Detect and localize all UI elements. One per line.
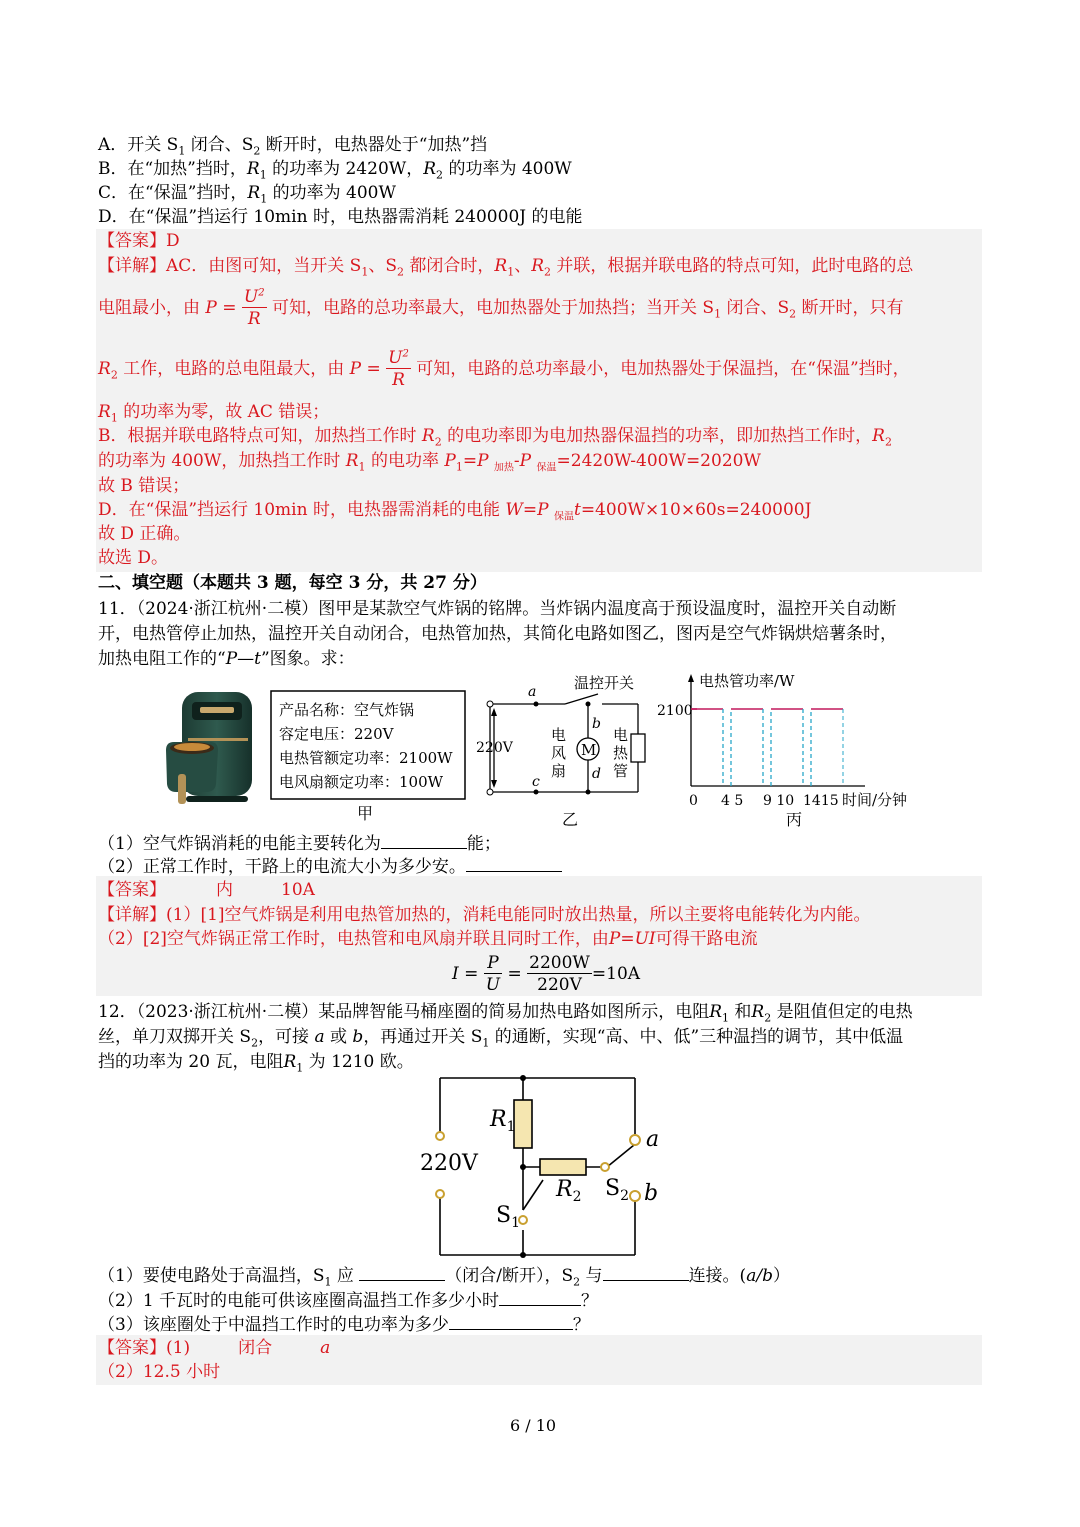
switch-label: 温控开关 [574,674,635,692]
caption-jia: 甲 [357,804,374,823]
label-r1: $R_1$ [490,1107,516,1135]
fan-label-2: 风 [551,744,567,762]
detail-11-line2: （2）[2]空气炸锅正常工作时，电热管和电风扇并联且同时工作，由P=UI可得干路电流 [98,929,758,949]
air-fryer-image [160,688,260,810]
q12-sub3: （3）该座圈处于中温挡工作时的电功率为多少 ？ [98,1311,590,1337]
fan-label-3: 扇 [551,762,567,780]
series-group [691,709,843,786]
section-title: 二、填空题（本题共 3 题，每空 3 分，共 27 分） [98,573,487,593]
resistor-r2 [540,1159,586,1175]
fan-label-1: 电 [551,726,567,744]
option-d: D．在“保温”挡运行 10min 时，电热器需消耗 240000J 的电能 [98,207,583,227]
y-axis-label: 电热管功率/W [699,672,795,690]
nameplate [270,690,466,800]
detail-10-line2: 电阻最小，由 P = $\frac{U^2}{R}$ 可知，电路的总功率最大，电加热器处于加热挡；当开关 $S_1$ 闭合、$S_2$ 断开时，只有 [98,287,904,329]
x-tick-14-15: 1415 [803,793,839,809]
heater-label-2: 热 [613,744,629,762]
motor-label: M [581,741,597,759]
blank-q12-2[interactable] [603,1262,689,1281]
resistor-r1 [514,1100,532,1148]
q12-line2: 丝，单刀双掷开关 $S_2$，可接 a 或 b，再通过开关 $S_1$ 的通断，实现“高、中、低”三种温挡的调节，其中低温 [98,1027,904,1050]
detail-10-line10: 故选 D。 [98,548,169,568]
x-tick-9-10: 9 10 [763,793,795,809]
detail-10-line8: D．在“保温”挡运行 10min 时，电热器需消耗的电能 W=P $_{保温}$t=400W×10×60s=240000J [98,500,812,523]
plate-line-4: 电风扇额定功率：100W [279,773,444,791]
q12-sub2: （2）1 千瓦时的电能可供该座圈高温挡工作多少小时 ？ [98,1287,598,1313]
option-c: C．在“保温”挡时，$R_1$ 的功率为 400W [98,183,396,206]
q11-formula: I = $\frac{P}{U}$ = $\frac{2200W}{220V}$ =10A [452,953,641,995]
caption-yi: 乙 [562,810,579,829]
q11-line1: 11．（2024·浙江杭州·二模）图甲是某款空气炸锅的铭牌。当炸锅内温度高于预设温度时，温控开关自动断 [98,599,897,619]
blank-q11-1[interactable] [381,830,467,849]
detail-10-line4: $R_1$ 的功率为零，故 AC 错误； [98,402,330,425]
seat-heater-circuit [410,1070,680,1260]
q11-line2: 开，电热管停止加热，温控开关自动闭合，电热管加热，其简化电路如图乙，图丙是空气炸锅烘焙薯条时， [98,624,897,644]
x-tick-0: 0 [689,793,698,809]
option-b: B．在“加热”挡时，$R_1$ 的功率为 2420W，$R_2$ 的功率为 400W [98,159,572,182]
node-d: d [592,766,601,782]
q12-line3: 挡的功率为 20 瓦，电阻$R_1$ 为 1210 欧。 [98,1052,414,1075]
q11-line3: 加热电阻工作的“P—t”图象。求： [98,649,355,669]
x-tick-4-5: 4 5 [721,793,744,809]
y-axis-arrow [688,674,694,682]
formula-p-u2-r-2: $\frac{U^2}{R}$ [388,348,409,390]
caption-bing: 丙 [786,810,803,829]
answer-10: 【答案】D [98,231,180,251]
label-r2: $R_2$ [556,1177,582,1205]
formula-p-u2-r: $\frac{U^2}{R}$ [243,287,265,329]
node-c: c [532,774,540,790]
y-tick-2100: 2100 [657,703,693,719]
option-a: A．开关 $S_1$ 闭合、$S_2$ 断开时，电热器处于“加热”挡 [98,135,488,158]
label-b: b [644,1181,659,1206]
heater-label-3: 管 [613,762,629,780]
heater-label-1: 电 [613,726,629,744]
label-220v: 220V [420,1151,478,1176]
label-a: a [646,1127,660,1152]
answer-11: 【答案】 内 10A [98,880,315,900]
plate-line-2: 容定电压：220V [279,725,394,743]
power-time-chart [655,668,935,818]
q12-sub1: （1）要使电路处于高温挡，$S_1$ 应 （闭合/断开），$S_2$ 与 连接。(a/b） [98,1262,790,1288]
q11-sub1: （1）空气炸锅消耗的电能主要转化为 能； [98,830,501,856]
page-number: 6 / 10 [510,1416,557,1435]
detail-10-line1: 【详解】AC．由图可知，当开关 $S_1$、$S_2$ 都闭合时，$R_1$、$R_2$ 并联，根据并联电路的特点可知，此时电路的总 [98,256,914,279]
label-s1: $S_1$ [496,1203,520,1231]
detail-11-line1: 【详解】(1）[1]空气炸锅是利用电热管加热的，消耗电能同时放出热量，所以主要将电能转化为内能。 [98,905,871,925]
plate-line-1: 产品名称：空气炸锅 [279,701,415,719]
fryer-circuit [470,668,660,828]
detail-10-line6: 的功率为 400W，加热挡工作时 $R_1$ 的电功率 $P_1=P$ $_{加热}$-P $_{保温}$=2420W-400W=2020W [98,451,761,474]
blank-q12-3[interactable] [499,1287,581,1306]
q11-sub2: （2）正常工作时，干路上的电流大小为多少安。 [98,853,562,879]
plate-line-3: 电热管额定功率：2100W [279,749,453,767]
node-b: b [592,716,601,732]
blank-q12-4[interactable] [449,1311,573,1330]
answer-12: 【答案】(1) 闭合 a [98,1338,331,1358]
x-axis-label: 时间/分钟 [842,791,908,809]
detail-10-line3: $R_2$ 工作，电路的总电阻最大，由 P = $\frac{U^2}{R}$ 可知，电路的总功率最小，电加热器处于保温挡，在“保温”挡时， [98,348,910,390]
blank-q12-1[interactable] [359,1262,445,1281]
label-s2: $S_2$ [605,1176,629,1204]
blank-q11-2[interactable] [466,853,562,872]
detail-10-line7: 故 B 错误； [98,476,190,496]
q12-line1: 12．（2023·浙江杭州·二模）某品牌智能马桶座圈的简易加热电路如图所示，电阻$R_1$ 和$R_2$ 是阻值但定的电热 [98,1002,913,1025]
node-a: a [528,684,537,700]
answer-12-part2: （2）12.5 小时 [98,1362,221,1382]
voltage-label: 220V [476,740,513,756]
detail-10-line9: 故 D 正确。 [98,524,191,544]
detail-10-line5: B．根据并联电路特点可知，加热挡工作时 $R_2$ 的电功率即为电加热器保温挡的功率，即加热挡工作时，$R_2$ [98,426,892,449]
